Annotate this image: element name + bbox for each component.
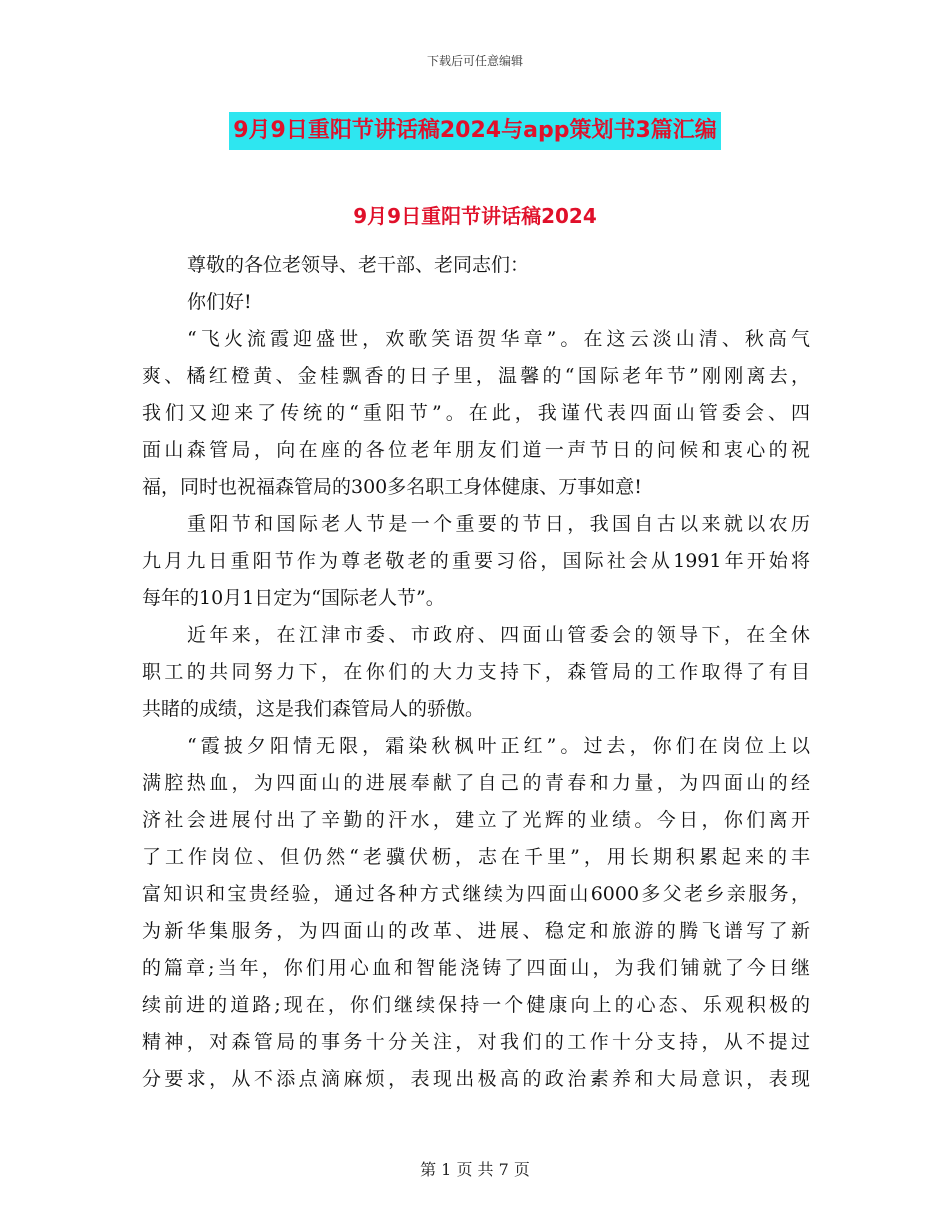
paragraph-line: 济社会进展付出了辛勤的汗水，建立了光辉的业绩。今日，你们离开	[142, 809, 810, 831]
paragraph-line: 近年来，在江津市委、市政府、四面山管委会的领导下，在全休	[187, 624, 810, 646]
paragraph-line: 职工的共同努力下，在你们的大力支持下，森管局的工作取得了有目	[142, 661, 810, 683]
paragraph-line: 了工作岗位、但仍然“老骥伏枥，志在千里”，用长期积累起来的丰	[142, 846, 810, 868]
page-header-note: 下载后可任意编辑	[426, 54, 523, 68]
section-title: 9月9日重阳节讲话稿2024	[353, 204, 597, 228]
paragraph-line: 尊敬的各位老领导、老干部、老同志们：	[187, 254, 530, 276]
document-title-wrapper	[0, 112, 950, 150]
document-title: 9月9日重阳节讲话稿2024与app策划书3篇汇编	[229, 112, 721, 150]
paragraph-line: 满腔热血，为四面山的进展奉献了自己的青春和力量，为四面山的经	[142, 772, 810, 794]
body-text	[142, 247, 810, 1098]
paragraph-line: 精神，对森管局的事务十分关注，对我们的工作十分支持，从不提过	[142, 1031, 810, 1053]
paragraph-line: 九月九日重阳节作为尊老敬老的重要习俗，国际社会从1991年开始将	[142, 550, 810, 572]
paragraph-line: 的篇章;当年，你们用心血和智能浇铸了四面山，为我们铺就了今日继	[142, 957, 810, 979]
paragraph-line: 共睹的成绩，这是我们森管局人的骄傲。	[142, 698, 485, 720]
paragraph-line: 每年的10月1日定为“国际老人节”。	[142, 587, 445, 609]
paragraph-line: 福，同时也祝福森管局的300多名职工身体健康、万事如意!	[142, 476, 642, 498]
paragraph-line: 面山森管局，向在座的各位老年朋友们道一声节日的问候和衷心的祝	[142, 439, 810, 461]
paragraph-line: 我们又迎来了传统的“重阳节”。在此，我谨代表四面山管委会、四	[142, 402, 810, 424]
paragraph-line: 重阳节和国际老人节是一个重要的节日，我国自古以来就以农历	[187, 513, 810, 535]
paragraph-line: 富知识和宝贵经验，通过各种方式继续为四面山6000多父老乡亲服务，	[142, 883, 810, 905]
paragraph-line: “飞火流霞迎盛世，欢歌笑语贺华章”。在这云淡山清、秋高气	[187, 328, 810, 350]
paragraph-line: 分要求，从不添点滴麻烦，表现出极高的政治素养和大局意识，表现	[142, 1068, 810, 1090]
paragraph-line: “霞披夕阳情无限，霜染秋枫叶正红”。过去，你们在岗位上以	[187, 735, 810, 757]
paragraph-line: 续前进的道路;现在，你们继续保持一个健康向上的心态、乐观积极的	[142, 994, 810, 1016]
paragraph-line: 爽、橘红橙黄、金桂飘香的日子里，温馨的“国际老年节”刚刚离去，	[142, 365, 810, 387]
paragraph-line: 为新华集服务，为四面山的改革、进展、稳定和旅游的腾飞谱写了新	[142, 920, 810, 942]
page-number: 第 1 页 共 7 页	[420, 1160, 530, 1179]
paragraph-line: 你们好!	[187, 291, 252, 313]
